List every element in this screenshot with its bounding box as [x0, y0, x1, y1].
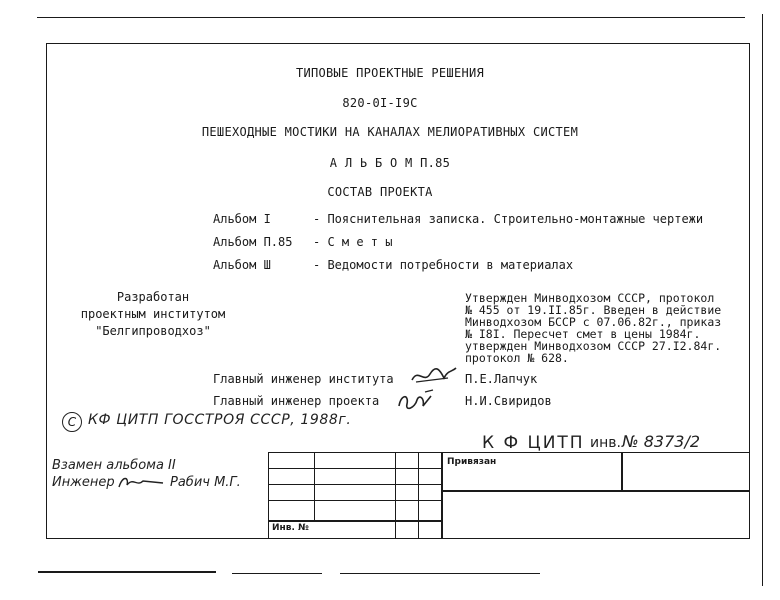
replaced-album-note: Взамен альбома II [52, 458, 176, 473]
tb-hline-1 [268, 468, 441, 469]
tb-hline-2 [268, 484, 441, 485]
approval-line-4: № I8I. Пересчет смет в цены 1984г. [465, 327, 701, 341]
tb-vline-4 [441, 452, 443, 539]
handwritten-signature-1 [408, 364, 458, 388]
engineer-name: Рабич М.Г. [170, 475, 241, 490]
frame-right-tick [762, 14, 763, 586]
composition-album-1: Альбом I [213, 212, 271, 226]
series-title: ТИПОВЫЕ ПРОЕКТНЫЕ РЕШЕНИЯ [295, 66, 485, 80]
approval-line-1: Утвержден Минводхозом СССР, протокол [465, 291, 715, 305]
bottom-line-left [38, 571, 216, 573]
approval-line-2: № 455 от 19.II.85г. Введен в действие [465, 303, 722, 317]
signature-role-1: Главный инженер института [213, 372, 394, 386]
composition-album-2: Альбом П.85 [213, 235, 293, 249]
tb-vline-3 [418, 452, 419, 539]
signature-name-1: П.Е.Лапчук [465, 372, 538, 386]
composition-desc-3: - Ведомости потребности в материалах [313, 258, 574, 272]
composition-desc-2: - С м е т ы [313, 235, 393, 249]
developer-line2: проектным институтом [80, 307, 226, 321]
project-code: 820-0I-I9С [342, 96, 418, 110]
tb-hline-right [441, 490, 750, 492]
album-title: А Л Ь Б О М П.85 [329, 156, 451, 170]
project-title: ПЕШЕХОДНЫЕ МОСТИКИ НА КАНАЛАХ МЕЛИОРАТИВНЫХ СИСТЕМ [201, 125, 579, 139]
approval-line-5: утвержден Минводхозом СССР 27.I2.84г. [465, 339, 722, 353]
bottom-line-right [340, 573, 540, 574]
inv-label: Инв. № [272, 523, 309, 533]
top-frame-line [37, 17, 745, 18]
signature-name-2: Н.И.Свиридов [465, 394, 552, 408]
tb-hline-3 [268, 500, 441, 501]
engineer-note: Инженер [52, 475, 115, 490]
handwritten-signature-2 [395, 388, 439, 416]
signature-role-2: Главный инженер проекта [213, 394, 380, 408]
inventory-number: № 8373/2 [622, 432, 701, 451]
bottom-line-mid [232, 573, 322, 574]
approval-line-3: Минводхозом БССР с 07.06.82г., приказ [465, 315, 722, 329]
composition-heading: СОСТАВ ПРОЕКТА [327, 185, 433, 199]
approval-line-6: протокол № 628. [465, 351, 569, 365]
tb-hline-4 [268, 520, 441, 522]
tb-vline-5 [621, 452, 623, 490]
bound-label: Привязан [447, 457, 497, 467]
inventory-org: К Ф ЦИТП [482, 433, 585, 453]
developer-line1: Разработан [116, 290, 190, 304]
tb-vline-1 [314, 452, 315, 520]
copyright-icon: С [62, 412, 82, 432]
title-block [268, 452, 750, 539]
engineer-signature [117, 473, 167, 491]
composition-desc-1: - Пояснительная записка. Строительно-монтажные чертежи [313, 212, 704, 226]
copyright-stamp: КФ ЦИТП ГОССТРОЯ СССР, 1988г. [88, 412, 352, 428]
inventory-label: инв. [590, 435, 621, 451]
tb-vline-2 [395, 452, 396, 539]
composition-album-3: Альбом Ш [213, 258, 271, 272]
developer-line3: "Белгипроводхоз" [95, 324, 211, 338]
